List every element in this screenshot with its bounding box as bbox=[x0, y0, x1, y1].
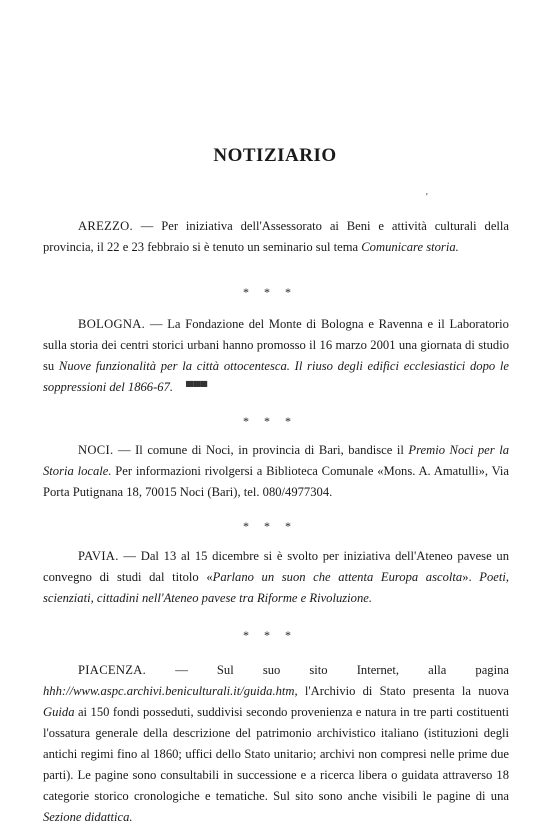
entry-italic: Premio Noci per la Storia locale. bbox=[43, 443, 509, 478]
entry-italic: Nuove funzionalità per la città ottocentesca. Il riuso degli edifici ecclesiastici dopo le soppressioni del 1866-67. bbox=[43, 359, 509, 394]
entry-dash: — bbox=[123, 549, 136, 563]
scan-mark: ▀▀▀ bbox=[186, 382, 208, 393]
entry-bologna bbox=[43, 314, 509, 398]
entry-noci bbox=[43, 440, 509, 503]
entry-text: l'Archivio di Stato presenta la nuova bbox=[304, 684, 509, 698]
entry-city: PAVIA. bbox=[78, 549, 119, 563]
entry-word: alla bbox=[428, 663, 447, 677]
document-page: NOTIZIARIO ' AREZZO. — Per iniziativa dell'Assessorato ai Beni e attività culturali della provincia, il 22 e 23 febbraio si è tenuto un seminario sul tema Comunicare storia. * * * BOLOGNA. — La Fondazione del Monte di Bologna e Ravenna e il Laboratorio sulla storia dei centri storici urbani hanno promosso il 16 marzo 2001 una giornata di studio su Nuove funzionalità per la città ottocentesca. Il riuso degli edifici ecclesiastici dopo le soppressioni del 1866-67. ▀▀▀ * * * NOCI. — Il comune di Noci, in provincia di Bari, bandisce il Premio Noci per la Storia locale. Per informazioni rivolgersi a Biblioteca Comunale «Mons. A. Amatulli», Via Porta Putignana 18, 70015 Noci (Bari), tel. 080/4977304. * * * PAVIA. — Dal 13 al 15 dicembre si è svolto per iniziativa dell'Ateneo pavese un convegno di studi dal titolo «Parlano un suon che attenta Europa ascolta». Poeti, scienziati, cittadini nell'Ateneo pavese tra Riforme e Rivoluzione. * * * PIACENZA. — Sul suo sito Internet, alla pagina hhh://www.aspc.archivi.beniculturali.it/guida.htm, l'Archivio di Stato presenta la nuova Guida ai 150 fondi posseduti, suddivisi secondo provenienza e natura in tre parti costituenti l'ossatura generale della descrizione del patrimonio archivistico italiano (istituzioni degli antichi regimi fino al 1860; uffici dello Stato unitario; archivi non compresi nelle prime due parti). Le pagine sono consultabili in successione e a ricerca libera o guidata attraverso 18 categorie storico cronologiche e tematiche. Sul sito sono anche visibili le pagine di una Sezione didattica. bbox=[0, 0, 550, 824]
entry-word: pagina bbox=[475, 663, 509, 677]
entry-piacenza bbox=[43, 660, 509, 828]
entry-city: BOLOGNA. bbox=[78, 317, 146, 331]
entry-dash: — bbox=[149, 317, 163, 331]
entry-word: Sul bbox=[216, 663, 234, 677]
entry-text: ». bbox=[462, 570, 472, 584]
entry-text: Il comune di Noci, in provincia di Bari, bandisce il bbox=[135, 443, 404, 457]
entry-first-line bbox=[43, 660, 509, 681]
entry-italic: Poeti, scienziati, cittadini nell'Ateneo pavese tra Riforme e Rivoluzione. bbox=[43, 570, 509, 605]
entry-arezzo bbox=[43, 216, 509, 258]
entry-text: Per informazioni rivolgersi a Biblioteca Comunale «Mons. A. Amatulli», Via Porta Putignana 18, 70015 Noci (Bari), tel. 080/4977304. bbox=[43, 464, 509, 499]
entry-url: hhh://www.aspc.archivi.beniculturali.it/guida.htm, bbox=[43, 684, 298, 698]
entry-dash: — bbox=[175, 663, 188, 677]
entry-italic: Guida bbox=[43, 705, 75, 719]
entry-city: NOCI. bbox=[78, 443, 114, 457]
entry-dash: — bbox=[140, 219, 154, 233]
page-title: NOTIZIARIO bbox=[213, 145, 337, 166]
entry-italic: Sezione didattica. bbox=[43, 810, 133, 824]
entry-city: AREZZO. bbox=[78, 219, 133, 233]
entry-word: sito bbox=[309, 663, 328, 677]
entry-word: suo bbox=[262, 663, 281, 677]
scan-mark: ' bbox=[426, 192, 428, 203]
entry-dash: — bbox=[117, 443, 131, 457]
entry-pavia bbox=[43, 546, 509, 609]
entry-city: PIACENZA. bbox=[78, 663, 147, 677]
entry-text: La Fondazione del Monte di Bologna e Ravenna e il Laboratorio sulla storia dei centri storici urbani hanno promosso il 16 marzo 2001 una giornata di studio su bbox=[43, 317, 509, 373]
entry-italic: Parlano un suon che attenta Europa ascolta bbox=[212, 570, 463, 584]
entry-text: Dal 13 al 15 dicembre si è svolto per iniziativa dell'Ateneo pavese un convegno di studi dal titolo « bbox=[43, 549, 509, 584]
entry-word: Internet, bbox=[356, 663, 400, 677]
entry-text: ai 150 fondi posseduti, suddivisi secondo provenienza e natura in tre parti costituenti l'ossatura generale della descrizione del patrimonio archivistico italiano (istituzioni degli antichi regimi fino al 1860; uffici dello Stato unitario; archivi non compresi nelle prime due parti). Le pagine sono consultabili in successione e a ricerca libera o guidata attraverso 18 categorie storico cronologiche e tematiche. Sul sito sono anche visibili le pagine di una bbox=[43, 705, 509, 803]
entry-italic: Comunicare storia. bbox=[361, 240, 459, 254]
entry-text: Per iniziativa dell'Assessorato ai Beni e attività culturali della provincia, il 22 e 23 febbraio si è tenuto un seminario sul tema bbox=[43, 219, 510, 254]
